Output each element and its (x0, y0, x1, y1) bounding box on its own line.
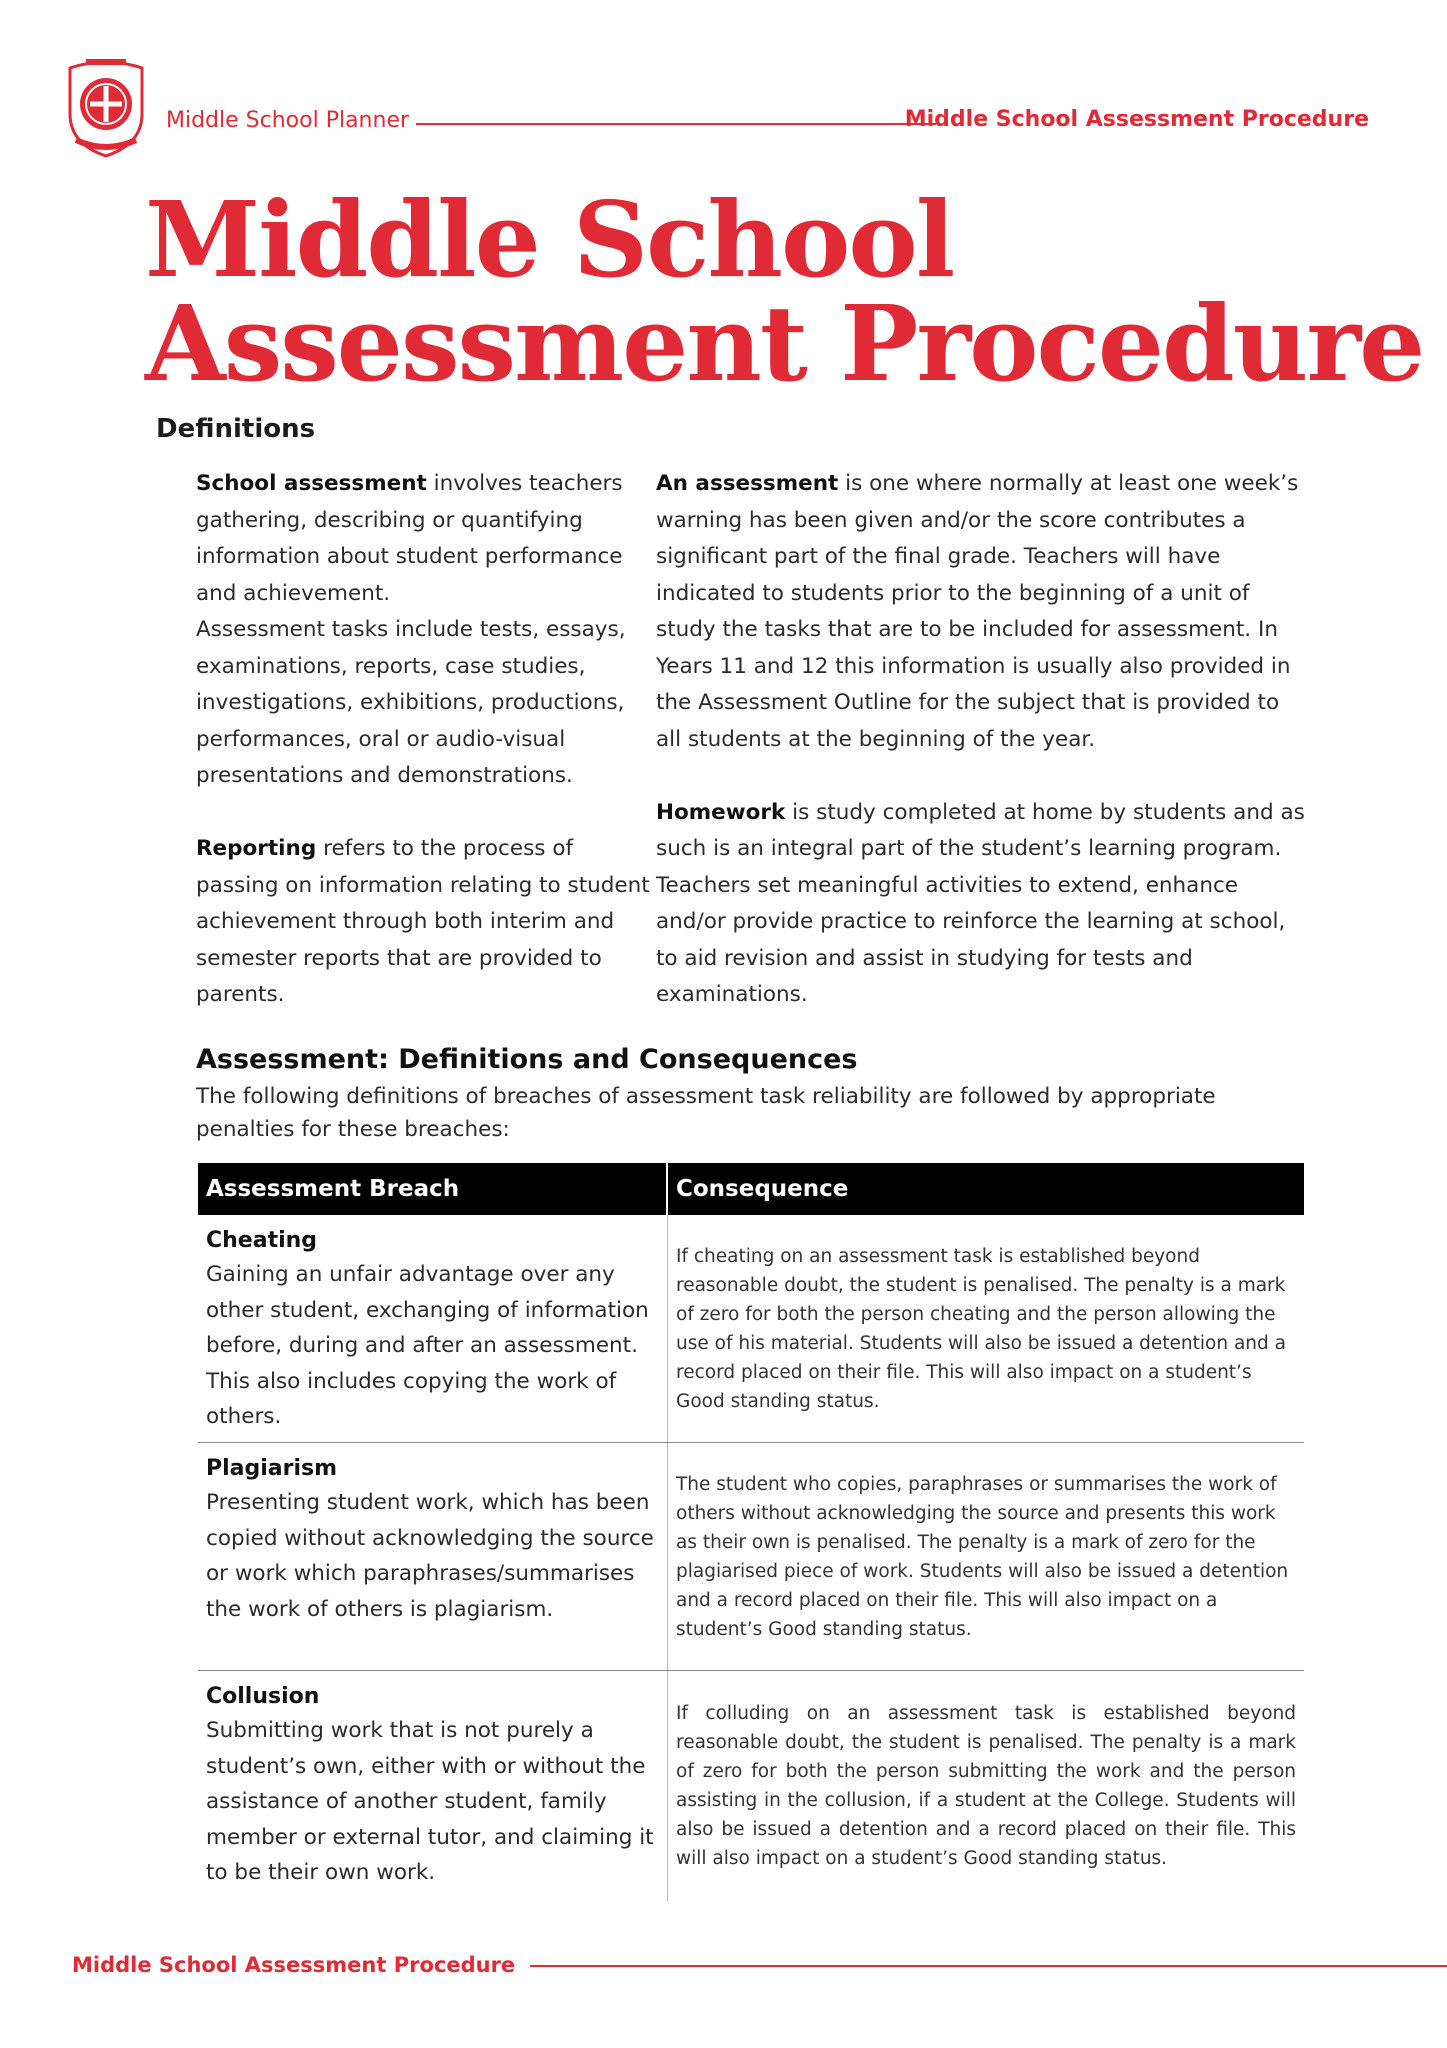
consequences-intro: The following definitions of breaches of assessment task reliability are followed by appropriate penalties for these breaches: (196, 1084, 1216, 1142)
breach-name: Collusion (206, 1684, 320, 1709)
school-assessment-text: involves teachers gathering, describing or quantifying information about student performance and achievement. (196, 471, 623, 606)
definitions-right-column (656, 466, 1306, 1014)
consequence-cell (668, 1443, 1304, 1670)
breach-description: Presenting student work, which has been copied without acknowledging the source or work which paraphrases/summarises the work of others is plagiarism. (206, 1490, 654, 1622)
definitions-heading: Definitions (156, 414, 316, 444)
page-title (145, 178, 1424, 405)
assessment-tasks-paragraph: Assessment tasks include tests, essays, examinations, reports, case studies, investigations, exhibitions, productions, performances, oral or audio-visual presentations and demonstrations. (196, 617, 626, 788)
section-label: Middle School Assessment Procedure (904, 107, 1369, 132)
breach-description: Gaining an unfair advantage over any other student, exchanging of information before, during and after an assessment. This also includes copying the work of others. (206, 1262, 649, 1429)
reporting-text: refers to the process of passing on information relating to student achievement through both interim and semester reports that are provided to parents. (196, 836, 650, 1007)
breach-cell (198, 1671, 668, 1901)
definitions-left-column (196, 466, 651, 1014)
table-row (198, 1215, 1304, 1443)
school-assessment-paragraph (196, 466, 651, 612)
an-assessment-paragraph (656, 466, 1306, 758)
page-title-line-1: Middle School (145, 178, 954, 301)
an-assessment-term: An assessment (656, 471, 839, 496)
footer-label: Middle School Assessment Procedure (72, 1953, 516, 1977)
reporting-paragraph (196, 831, 651, 1014)
consequence-text: If colluding on an assessment task is established beyond reasonable doubt, the student is penalised. The penalty is a mark of zero for both the person submitting the work and the person assisting in the collusion, if a student at the College. Students will also be issued a detention and a record placed on their file. This will also impact on a student’s Good standing status. (676, 1703, 1296, 1869)
breach-cell (198, 1443, 668, 1670)
breach-table (198, 1163, 1304, 1901)
page-title-line-2: Assessment Procedure (145, 282, 1424, 405)
column-header-consequence: Consequence (676, 1176, 849, 1202)
header-divider (416, 123, 936, 125)
consequence-text: The student who copies, paraphrases or summarises the work of others without acknowledging the source and presents this work as their own is penalised. The penalty is a mark of zero for the plagiarised piece of work. Students will also be issued a detention and a record placed on their file. This will also impact on a student’s Good standing status. (676, 1473, 1289, 1640)
consequence-cell (668, 1671, 1304, 1901)
college-crest-logo (62, 54, 150, 158)
breach-description: Submitting work that is not purely a student’s own, either with or without the assistance of another student, family member or external tutor, and claiming it to be their own work. (206, 1718, 654, 1885)
an-assessment-text: is one where normally at least one week’s warning has been given and/or the score contributes a significant part of the final grade. Teachers will have indicated to students prior to the beginning of a unit of study the tasks that are to be included for assessment. In Years 11 and 12 this information is usually also provided in the Assessment Outline for the subject that is provided to all students at the beginning of the year. (656, 471, 1299, 752)
homework-term: Homework (656, 799, 786, 825)
homework-paragraph (656, 795, 1306, 1014)
table-row (198, 1671, 1304, 1901)
breach-cell (198, 1215, 668, 1442)
school-assessment-term: School assessment (196, 471, 427, 496)
breach-name: Cheating (206, 1228, 318, 1253)
breach-name: Plagiarism (206, 1456, 338, 1481)
column-header-breach: Assessment Breach (198, 1163, 668, 1215)
table-row (198, 1443, 1304, 1671)
consequence-text: If cheating on an assessment task is established beyond reasonable doubt, the student is penalised. The penalty is a mark of zero for both the person cheating and the person allowing the use of his material. Students will also be issued a detention and a record placed on their file. This will also impact on a student’s Good standing status. (676, 1245, 1286, 1412)
table-header-row (198, 1163, 1304, 1215)
homework-text: is study completed at home by students and as such is an integral part of the student’s learning program. Teachers set meaningful activities to extend, enhance and/or provide practice to reinforce the learning at school, to aid revision and assist in studying for tests and examinations. (656, 799, 1305, 1007)
consequence-cell (668, 1215, 1304, 1442)
footer-divider (530, 1965, 1447, 1967)
consequences-heading: Assessment: Definitions and Consequences (196, 1044, 858, 1075)
planner-label: Middle School Planner (166, 108, 410, 133)
reporting-term: Reporting (196, 836, 317, 861)
